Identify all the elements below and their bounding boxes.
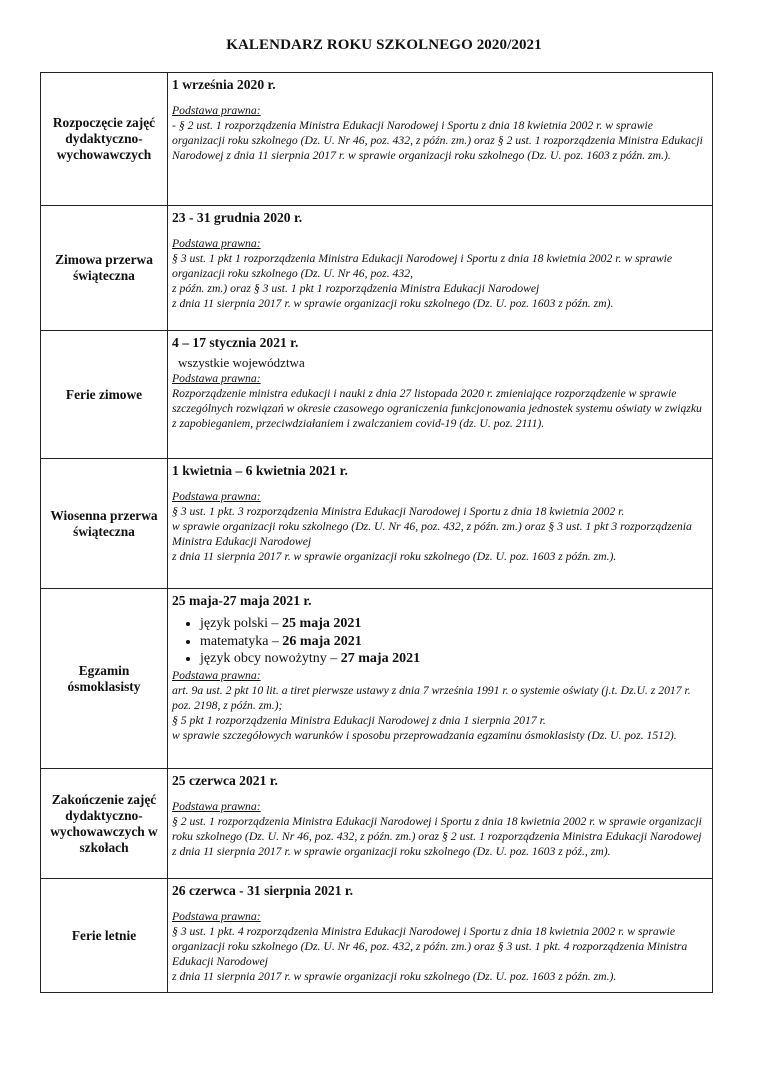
subject-date: 25 maja 2021 — [282, 616, 362, 631]
calendar-table — [40, 72, 713, 993]
row-label: Zakończenie zajęć dydaktyczno-wychowawczych w szkołach — [41, 769, 168, 879]
row-date: 25 czerwca 2021 r. — [172, 773, 278, 788]
subject-name: język obcy nowożytny – — [200, 651, 341, 666]
row-date: 25 maja-27 maja 2021 r. — [172, 593, 312, 608]
legal-basis-label: Podstawa prawna: — [172, 372, 261, 385]
row-label: Ferie zimowe — [41, 331, 168, 459]
law-paragraph: § 2 ust. 1 rozporządzenia Ministra Edukacji Narodowej i Sportu z dnia 18 kwietnia 2002 r. w sprawie organizacji roku szkolnego (Dz. U. Nr 46, poz. 432, z późn. zm.) oraz § 2 ust. 1 rozporządzenia Ministra Edukacji Narodowej z dnia 11 sierpnia 2017 r. w sprawie organizacji roku szkolnego (Dz. U. poz. 1603 z póź., zm). — [172, 815, 702, 858]
row-content — [168, 331, 713, 459]
row-content — [168, 459, 713, 589]
subject-name: język polski – — [200, 616, 283, 631]
row-content — [168, 769, 713, 879]
table-row — [41, 589, 713, 769]
law-paragraph: § 3 ust. 1 pkt 1 rozporządzenia Ministra Edukacji Narodowej i Sportu z dnia 18 kwietnia 2002 r. w sprawie organizacji roku szkolnego (Dz. U. Nr 46, poz. 432, — [172, 252, 673, 280]
law-paragraph: § 3 ust. 1 pkt. 4 rozporządzenia Ministra Edukacji Narodowej i Sportu z dnia 18 kwietnia 2002 r. w sprawie organizacji roku szkolnego (Dz. U. Nr 46, poz. 432, z późn. zm.) oraz § 3 ust. 1 pkt. 4 rozporządzenia Ministra Edukacji Narodowej — [172, 925, 688, 968]
legal-basis-label: Podstawa prawna: — [172, 104, 261, 117]
row-date: 26 czerwca - 31 sierpnia 2021 r. — [172, 883, 354, 898]
legal-basis-text — [172, 924, 708, 984]
row-date: 23 - 31 grudnia 2020 r. — [172, 210, 303, 225]
list-item — [200, 615, 708, 633]
legal-basis-label: Podstawa prawna: — [172, 490, 261, 503]
row-date: 1 kwietnia – 6 kwietnia 2021 r. — [172, 463, 348, 478]
region-note: wszystkie województwa — [178, 355, 305, 370]
law-paragraph: § 5 pkt 1 rozporządzenia Ministra Edukacji Narodowej z dnia 1 sierpnia 2017 r. — [172, 713, 546, 727]
row-label: Wiosenna przerwa świąteczna — [41, 459, 168, 589]
legal-basis-text — [172, 251, 708, 311]
legal-basis-text — [172, 814, 708, 859]
law-paragraph: z dnia 11 sierpnia 2017 r. w sprawie organizacji roku szkolnego (Dz. U. poz. 1603 z późn. zm.). — [172, 970, 617, 983]
legal-basis-label: Podstawa prawna: — [172, 800, 261, 813]
row-date: 1 września 2020 r. — [172, 77, 276, 92]
row-label: Rozpoczęcie zajęć dydaktyczno-wychowawczych — [41, 73, 168, 206]
row-date: 4 – 17 stycznia 2021 r. — [172, 335, 299, 350]
law-paragraph: z dnia 11 sierpnia 2017 r. w sprawie organizacji roku szkolnego (Dz. U. poz. 1603 z późn. zm.). — [172, 550, 617, 563]
row-label: Zimowa przerwa świąteczna — [41, 206, 168, 331]
law-paragraph: w sprawie szczegółowych warunków i sposobu przeprowadzania egzaminu ósmoklasisty (Dz. U. poz. 1512). — [172, 728, 677, 742]
row-content — [168, 206, 713, 331]
table-row — [41, 331, 713, 459]
row-content — [168, 73, 713, 206]
row-label: Egzamin ósmoklasisty — [41, 589, 168, 769]
law-paragraph: z późn. zm.) oraz § 3 ust. 1 pkt 1 rozporządzenia Ministra Edukacji Narodowej — [172, 282, 540, 295]
legal-basis-label: Podstawa prawna: — [172, 668, 261, 682]
row-content — [168, 879, 713, 993]
law-paragraph: w sprawie organizacji roku szkolnego (Dz. U. Nr 46, poz. 432, z późn. zm.) oraz § 3 ust. 1 pkt 3 rozporządzenia Ministra Edukacji Narodowej — [172, 520, 692, 548]
legal-basis-text — [172, 118, 708, 163]
list-item — [200, 633, 708, 651]
legal-basis-text — [172, 504, 708, 564]
row-content — [168, 589, 713, 769]
subject-date: 27 maja 2021 — [340, 651, 421, 666]
law-paragraph: z dnia 11 sierpnia 2017 r. w sprawie organizacji roku szkolnego (Dz. U. poz. 1603 z późn. zm). — [172, 297, 614, 310]
table-row — [41, 459, 713, 589]
law-paragraph: § 3 ust. 1 pkt. 3 rozporządzenia Ministra Edukacji Narodowej i Sportu z dnia 18 kwietnia 2002 r. — [172, 505, 625, 518]
row-label: Ferie letnie — [41, 879, 168, 993]
law-paragraph: - § 2 ust. 1 rozporządzenia Ministra Edukacji Narodowej i Sportu z dnia 18 kwietnia 2002 r. w sprawie organizacji roku szkolnego (Dz. U. Nr 46, poz. 432, z późn. zm.) oraz § 2 ust. 1 rozporządzenia Ministra Edukacji Narodowej z dnia 11 sierpnia 2017 r. w sprawie organizacji roku szkolnego (Dz. U. poz. 1603 z późn. zm.). — [172, 119, 703, 162]
legal-basis-text — [172, 683, 708, 743]
law-paragraph: Rozporządzenie ministra edukacji i nauki z dnia 27 listopada 2020 r. zmieniające rozporządzenie w sprawie szczególnych rozwiązań w okresie czasowego ograniczenia funkcjonowania jednostek systemu oświaty w związku z zapobieganiem, przeciwdziałaniem i zwalczaniem covid-19 (dz. U. poz. 2111). — [172, 387, 702, 430]
table-row — [41, 769, 713, 879]
legal-basis-label: Podstawa prawna: — [172, 910, 261, 923]
table-row — [41, 206, 713, 331]
document-title: KALENDARZ ROKU SZKOLNEGO 2020/2021 — [226, 37, 542, 53]
list-item — [200, 650, 708, 668]
law-paragraph: art. 9a ust. 2 pkt 10 lit. a tiret pierwsze ustawy z dnia 7 września 1991 r. o systemie oświaty (j.t. Dz.U. z 2017 r. poz. 2198, z późn. zm.); — [172, 683, 691, 712]
table-row — [41, 73, 713, 206]
subject-name: matematyka – — [200, 633, 283, 649]
legal-basis-text — [172, 386, 708, 431]
table-row — [41, 879, 713, 993]
legal-basis-label: Podstawa prawna: — [172, 237, 261, 250]
exam-subject-list — [172, 615, 708, 668]
subject-date: 26 maja 2021 — [282, 633, 362, 649]
